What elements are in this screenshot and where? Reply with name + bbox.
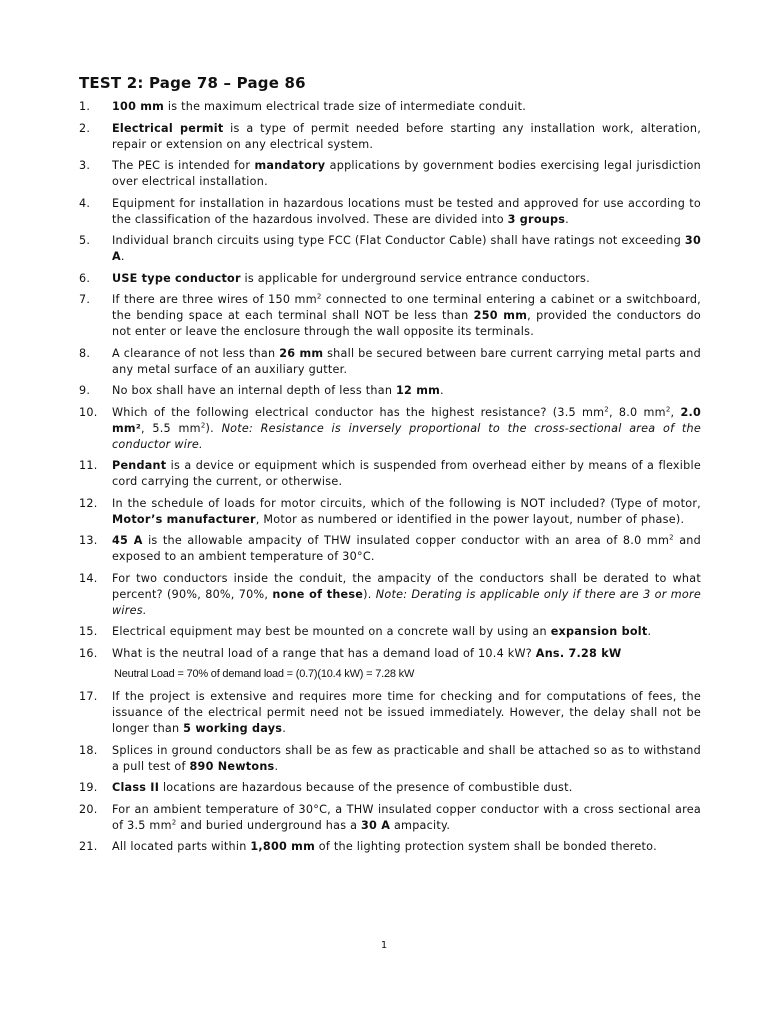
item-number: 2. [79, 121, 91, 135]
item-text [112, 689, 701, 737]
bold-answer: 12 mm [395, 384, 441, 397]
bold-answer: none of these [272, 587, 364, 601]
text-run: Individual branch circuits using type FCC (Flat Conductor Cable) shall have ratings not exceeding [112, 234, 685, 247]
item-number: 3. [79, 159, 91, 172]
item-text [112, 802, 701, 834]
text-run: , 5.5 mm [140, 421, 201, 435]
text-run: . [120, 250, 125, 263]
bold-answer: 45 A [112, 534, 143, 547]
item-number: 15. [79, 625, 98, 638]
item-text [112, 271, 701, 287]
text-run: applications by government bodies exercising legal jurisdiction over electrical installation. [112, 159, 701, 188]
text-run: A clearance of not less than [112, 346, 280, 360]
text-run: and buried underground has a [176, 818, 362, 832]
list-item [79, 496, 701, 528]
item-number: 18. [79, 743, 98, 757]
text-run: Equipment for installation in hazardous locations must be tested and approved for use according to the classification of the hazardous involved. These are divided into [112, 196, 701, 226]
bold-answer: Class II [112, 781, 160, 794]
item-number: 7. [79, 293, 91, 306]
superscript: 2 [171, 817, 177, 826]
text-run: connected to one terminal entering a cabinet or a switchboard, the bending space at each terminal shall NOT be less than [112, 293, 701, 322]
bold-answer: Pendant [112, 459, 167, 472]
list-item [79, 571, 701, 619]
list-item [79, 624, 701, 640]
text-run: The PEC is intended for [112, 159, 255, 172]
list-item [79, 292, 701, 340]
item-text [112, 233, 701, 265]
list-item [79, 802, 701, 834]
item-number: 10. [79, 405, 98, 419]
text-run: . [274, 759, 279, 773]
superscript: 2 [316, 292, 322, 301]
item-text [112, 646, 701, 684]
formula: Neutral Load = 70% of demand load = (0.7)(10.4 kW) = 7.28 kW [114, 667, 415, 680]
list-item [79, 646, 701, 684]
item-text [112, 292, 701, 340]
text-run: . [565, 212, 569, 226]
text-run: For two conductors inside the conduit, the ampacity of the conductors shall be derated to what percent? (90%, 80%, 70%, [112, 571, 701, 601]
item-number: 5. [79, 234, 91, 247]
text-run: shall be secured between bare current carrying metal parts and any metal surface of an auxiliary gutter. [112, 346, 701, 376]
text-run: Splices in ground conductors shall be as few as practicable and shall be attached so as to withstand a pull test of [112, 743, 701, 773]
italic-note: Note: Derating is applicable only if there are 3 or more wires. [112, 587, 701, 617]
item-number: 19. [79, 781, 98, 794]
page-title: TEST 2: Page 78 – Page 86 [79, 74, 306, 92]
text-run: ampacity. [390, 818, 451, 832]
list-item [79, 743, 701, 775]
item-text [112, 458, 701, 490]
item-number: 17. [79, 690, 98, 703]
item-number: 21. [79, 840, 98, 853]
list-item [79, 271, 701, 287]
bold-answer: USE type conductor [112, 271, 241, 285]
bold-answer: mandatory [254, 159, 326, 172]
text-run: . [440, 384, 444, 397]
text-run: and exposed to an ambient temperature of 30°C. [112, 534, 702, 563]
text-run: is a type of permit needed before starting any installation work, alteration, repair or extension on any electrical system. [112, 121, 701, 151]
page-number: 1 [380, 940, 388, 951]
text-run: , provided the conductors do not enter or leave the enclosure through the wall opposite its terminals. [112, 309, 702, 338]
bold-answer: Electrical permit [112, 121, 224, 135]
bold-answer: Motor’s manufacturer [112, 512, 256, 526]
bold-answer: 3 groups [507, 212, 566, 226]
text-run: What is the neutral load of a range that has a demand load of 10.4 kW? [112, 646, 536, 660]
bold-answer: 2.0 mm² [112, 405, 702, 435]
item-text [112, 533, 701, 565]
bold-answer: 30 A [361, 818, 391, 832]
item-text [112, 624, 701, 640]
text-run: If the project is extensive and requires more time for checking and for computations of fees, the issuance of the electrical permit need not be issued immediately. However, the delay shall not be longer than [112, 690, 701, 735]
bold-answer: 890 Newtons [189, 759, 275, 773]
item-number: 11. [79, 459, 98, 472]
text-run: Which of the following electrical conductor has the highest resistance? (3.5 mm [112, 405, 605, 419]
list-item [79, 533, 701, 565]
text-run: is the allowable ampacity of THW insulated copper conductor with an area of 8.0 mm [142, 534, 670, 547]
list-item [79, 196, 701, 228]
bold-answer: 26 mm [279, 346, 324, 360]
item-text [112, 496, 701, 528]
text-run: is a device or equipment which is suspended from overhead either by means of a flexible cord carrying the current, or otherwise. [112, 459, 701, 488]
text-run: , Motor as numbered or identified in the power layout, number of phase). [255, 512, 685, 526]
item-number: 1. [79, 100, 91, 113]
list-item [79, 458, 701, 490]
item-number: 12. [79, 496, 98, 510]
text-run: . [647, 625, 652, 638]
list-item [79, 780, 701, 796]
text-run: Electrical equipment may best be mounted on a concrete wall by using an [112, 625, 551, 638]
list-item [79, 99, 701, 115]
text-run: In the schedule of loads for motor circuits, which of the following is NOT included? (Type of motor, [112, 496, 701, 510]
item-text [112, 121, 701, 153]
text-run: locations are hazardous because of the presence of combustible dust. [159, 781, 573, 794]
item-number: 13. [79, 534, 98, 547]
bold-answer: Ans. 7.28 kW [535, 646, 622, 660]
item-text [112, 405, 701, 453]
list-item [79, 121, 701, 153]
text-run: ). [205, 421, 222, 435]
item-text [112, 383, 701, 399]
superscript: 2 [665, 404, 671, 413]
item-text [112, 99, 701, 115]
list-item [79, 233, 701, 265]
text-run: . [282, 722, 287, 735]
text-run: is the maximum electrical trade size of intermediate conduit. [164, 100, 527, 113]
list-item [79, 689, 701, 737]
question-list [79, 99, 701, 861]
bold-answer: 100 mm [112, 100, 165, 113]
bold-answer: expansion bolt [550, 625, 648, 638]
item-number: 8. [79, 346, 91, 360]
item-number: 9. [79, 384, 91, 397]
text-run: All located parts within [112, 840, 251, 853]
item-number: 16. [79, 646, 98, 660]
item-number: 6. [79, 271, 91, 285]
list-item [79, 839, 701, 855]
text-run: For an ambient temperature of 30°C, a THW insulated copper conductor with a cross sectional area of 3.5 mm [112, 802, 701, 832]
item-text [112, 743, 701, 775]
text-run: If there are three wires of 150 mm [112, 293, 317, 306]
list-item [79, 405, 701, 453]
text-run: of the lighting protection system shall be bonded thereto. [315, 840, 657, 853]
list-item [79, 158, 701, 190]
superscript: 2 [200, 420, 206, 429]
item-text [112, 196, 701, 228]
item-text [112, 571, 701, 619]
superscript: 2 [604, 404, 609, 413]
bold-answer: 5 working days [183, 722, 283, 735]
italic-note: Note: Resistance is inversely proportional to the cross-sectional area of the conductor wire. [112, 421, 701, 451]
text-run: No box shall have an internal depth of less than [112, 384, 396, 397]
text-run: ). [363, 587, 376, 601]
item-number: 4. [79, 196, 91, 210]
bold-answer: 250 mm [473, 309, 528, 322]
item-text [112, 839, 701, 855]
superscript: 2 [669, 533, 674, 542]
text-run: , 8.0 mm [608, 405, 666, 419]
item-text [112, 158, 701, 190]
bold-answer: 30 A [112, 234, 701, 263]
list-item [79, 346, 701, 378]
text-run: is applicable for underground service entrance conductors. [240, 271, 590, 285]
item-text [112, 780, 701, 796]
item-number: 20. [79, 802, 98, 816]
bold-answer: 1,800 mm [250, 840, 315, 853]
text-run: , [670, 405, 681, 419]
list-item [79, 383, 701, 399]
item-text [112, 346, 701, 378]
item-number: 14. [79, 571, 98, 585]
